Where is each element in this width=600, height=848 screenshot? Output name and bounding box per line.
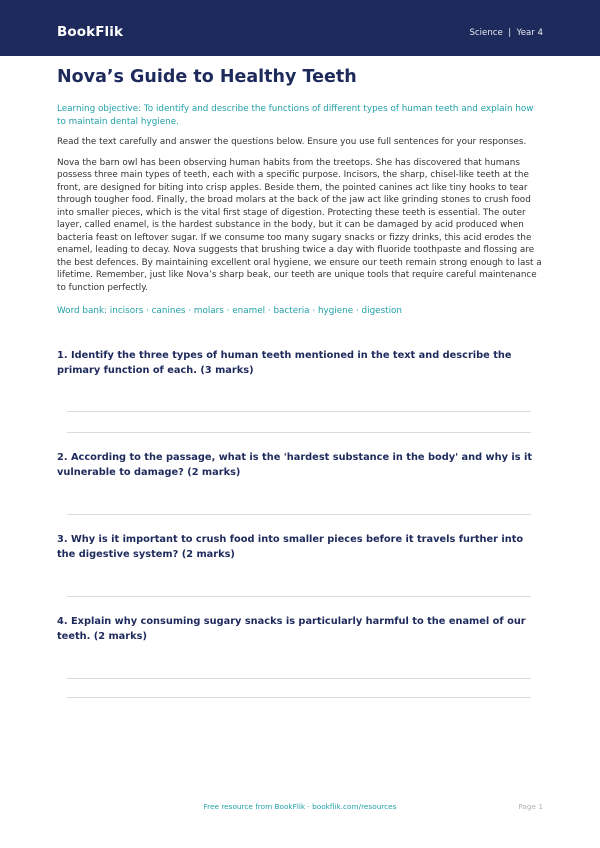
- question-2: [57, 451, 543, 480]
- instructions: Read the text carefully and answer the questions below. Ensure you use full sentences for your responses.: [57, 137, 527, 147]
- subject-year-label: Science | Year 4: [469, 28, 543, 38]
- answer-line[interactable]: [67, 697, 531, 698]
- question-1: [57, 349, 543, 378]
- question-text: 2. According to the passage, what is the 'hardest substance in the body' and why is it vulnerable to damage? (2 marks): [57, 452, 533, 478]
- answer-line[interactable]: [67, 678, 531, 679]
- learning-objective: Learning objective: To identify and describe the functions of different types of human teeth and explain how to maintain dental hygiene.: [57, 104, 534, 127]
- answer-line[interactable]: [67, 432, 531, 433]
- answer-line[interactable]: [67, 411, 531, 412]
- answer-line[interactable]: [67, 596, 531, 597]
- page-number: Page 1: [518, 802, 543, 811]
- question-text: 3. Why is it important to crush food into smaller pieces before it travels further into the digestive system? (2 marks): [57, 534, 524, 560]
- header-bar: [0, 0, 600, 56]
- footer-credit: Free resource from BookFlik · bookflik.com/resources: [203, 802, 397, 811]
- question-4: [57, 615, 543, 644]
- word-bank: Word bank: incisors · canines · molars · enamel · bacteria · hygiene · digestion: [57, 306, 403, 316]
- question-3: [57, 533, 543, 562]
- worksheet-body: [57, 66, 543, 318]
- brand-logo: BookFlik: [57, 24, 124, 40]
- reading-passage: Nova the barn owl has been observing human habits from the treetops. She has discovered that humans possess three main types of teeth, each with a specific purpose. Incisors, the sharp, chisel-like teeth at the front, are designed for biting into crisp apples. Beside them, the pointed canines act like tiny hooks to tear through tougher food. Finally, the broad molars at the back of the jaw act like grinding stones to crush food into smaller pieces, which is the vital first stage of digestion. Protecting these teeth is essential. The outer layer, called enamel, is the hardest substance in the body, but it can be damaged by acid produced when bacteria feast on leftover sugar. If we consume too many sugary snacks or fizzy drinks, this acid erodes the enamel, leading to decay. Nova suggests that brushing twice a day with fluoride toothpaste and flossing are the best defences. By maintaining excellent oral hygiene, we ensure our teeth remain strong enough to last a lifetime. Remember, just like Nova’s sharp beak, our teeth are unique tools that require careful maintenance to function perfectly.: [57, 157, 542, 293]
- answer-line[interactable]: [67, 514, 531, 515]
- question-text: 1. Identify the three types of human teeth mentioned in the text and describe the primary function of each. (3 marks): [57, 350, 512, 376]
- page-title: Nova’s Guide to Healthy Teeth: [57, 67, 357, 87]
- question-text: 4. Explain why consuming sugary snacks is particularly harmful to the enamel of our teeth. (2 marks): [57, 616, 526, 642]
